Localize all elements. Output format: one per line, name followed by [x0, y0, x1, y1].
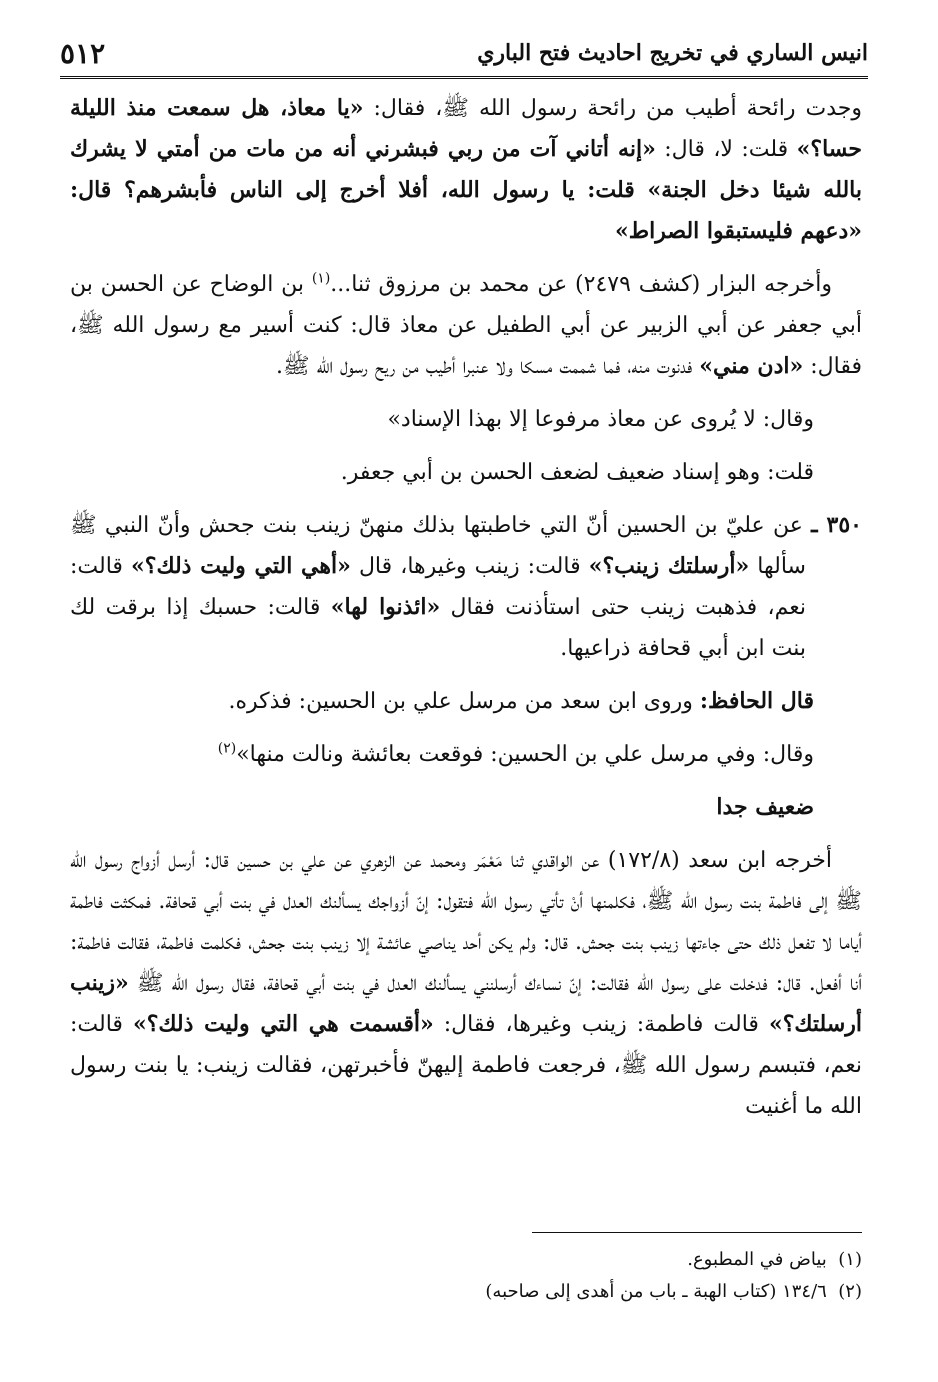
text-run: وروى ابن سعد من مرسل علي بن الحسين: فذكره. — [228, 689, 700, 714]
footnote-number: (١) — [838, 1249, 862, 1270]
page-number: ٥١٢ — [60, 36, 106, 70]
text-run: قلت: لا، قال: — [655, 137, 797, 162]
text-run: وجدت رائحة أطيب من رائحة رسول الله ﷺ، فقال: — [363, 96, 862, 121]
quote-bold: «يا معاذ، هل سمعت منذ الليلة حسا؟» — [70, 95, 862, 162]
quote-bold: «أرسلتك زينب؟» — [588, 553, 750, 579]
quote-bold: أفلا أخرج إلى الناس فأبشرهم؟ قال: «دعهم فليستبقوا الصراط» — [70, 177, 862, 244]
hafiz-label: قال الحافظ: — [699, 688, 814, 714]
quote-bold: «ادن مني» — [699, 353, 804, 379]
book-title: انيس الساري في تخريج احاديث فتح الباري — [477, 40, 868, 66]
text-run: وقال: وفي مرسل علي بن الحسين: فوقعت بعائشة ونالت منها» — [236, 742, 814, 767]
text-run: فدنوت منه، فما شممت مسكا ولا عنبرا أطيب من ريح رسول الله ﷺ. — [276, 354, 700, 379]
text-run: قالت: زينب وغيرها، قال — [350, 554, 589, 579]
text-run: أخرجه ابن سعد (١٧٢/٨) عن الواقدي ثنا مَعْمَر ومحمد عن الزهري عن علي بن حسين قال: أرسل أزواج رسول الله ﷺ إلى فاطمة بنت رسول الله ﷺ، فكلمنها أنْ تأتي رسول الله فتقول: إنّ أزواجك يسألنك العدل في بنت أبي قحافة. فمكثت فاطمة أياما لا تفعل ذلك حتى جاءتها زينب بنت جحش. قال: ولم يكن أحد يناصي عائشة إلا زينب بنت جحش، فكلمت فاطمة، فقالت فاطمة: أنا أفعل. قال: فدخلت على رسول الله فقالت: إنّ نساءك أرسلنني يسألنك العدل في بنت أبي قحافة، فقال رسول الله ﷺ — [70, 848, 862, 996]
footnote-2 — [70, 1276, 862, 1308]
footnote-text: بياض في المطبوع. — [687, 1249, 827, 1270]
hadith-350 — [70, 505, 862, 669]
text-run-bold: قلت: يا رسول الله، — [428, 177, 648, 203]
paragraph-hafiz — [70, 681, 862, 722]
footnote-1 — [70, 1244, 862, 1276]
footnote-number: (٢) — [838, 1281, 862, 1302]
footnote-text: ١٣٤/٦ (كتاب الهبة ـ باب من أهدى إلى صاحبه) — [485, 1281, 827, 1302]
quote-bold: «زينب أرسلتك؟» — [70, 970, 863, 1037]
paragraph-qultu: قلت: وهو إسناد ضعيف لضعف الحسن بن أبي جعفر. — [340, 460, 814, 485]
paragraph-mursal — [70, 734, 862, 775]
footnote-ref-2[interactable]: (٢) — [217, 740, 237, 757]
footnote-divider — [532, 1232, 862, 1233]
text-run: قالت فاطمة: زينب وغيرها، فقال: — [433, 1012, 769, 1037]
paragraph-qala: وقال: لا يُروى عن معاذ مرفوعا إلا بهذا الإسناد» — [387, 407, 814, 432]
grade-heading: ضعيف جدا — [716, 794, 814, 820]
paragraph-ibn-saad — [70, 840, 862, 1127]
paragraph-bazzar — [70, 264, 862, 387]
text-run: قالت: نعم، فتبسم رسول الله ﷺ، فرجعت فاطمة إليهنّ فأخبرتهن، فقالت زينب: يا بنت رسول الله ما أغنيت — [70, 1012, 862, 1119]
footnote-ref-1[interactable]: (١) — [311, 270, 331, 287]
text-run: وأخرجه البزار (كشف ٢٤٧٩) عن محمد بن مرزوق ثنا... — [330, 272, 832, 297]
footnotes — [70, 1244, 862, 1308]
text-run: قالت: نعم، فذهبت زينب حتى استأذنت فقال — [70, 554, 806, 620]
text-run: قالت: حسبك إذا برقت لك بنت ابن أبي قحافة ذراعيها. — [70, 595, 806, 661]
text-run: بن الوضاح عن الحسن بن أبي جعفر عن أبي الزبير عن أبي الطفيل عن معاذ قال: كنت أسير مع رسول الله ﷺ، فقال: — [70, 272, 862, 379]
paragraph-hadith-continuation — [70, 88, 862, 252]
running-header — [60, 30, 868, 79]
hadith-number: ٣٥٠ ـ — [811, 512, 862, 538]
quote-bold: «أهي التي وليت ذلك؟» — [131, 553, 351, 579]
main-text — [70, 88, 862, 1139]
quote-bold: «أقسمت هي التي وليت ذلك؟» — [132, 1011, 434, 1037]
text-run: عن عليّ بن الحسين أنّ التي خاطبتها بذلك منهنّ زينب بنت جحش وأنّ النبي ﷺ سألها — [70, 513, 812, 579]
quote-bold: «ائذنوا لها» — [330, 594, 441, 620]
quote-bold: «إنه أتاني آت من ربي فبشرني أنه من مات من أمتي لا يشرك بالله شيئا دخل الجنة» — [70, 136, 863, 203]
